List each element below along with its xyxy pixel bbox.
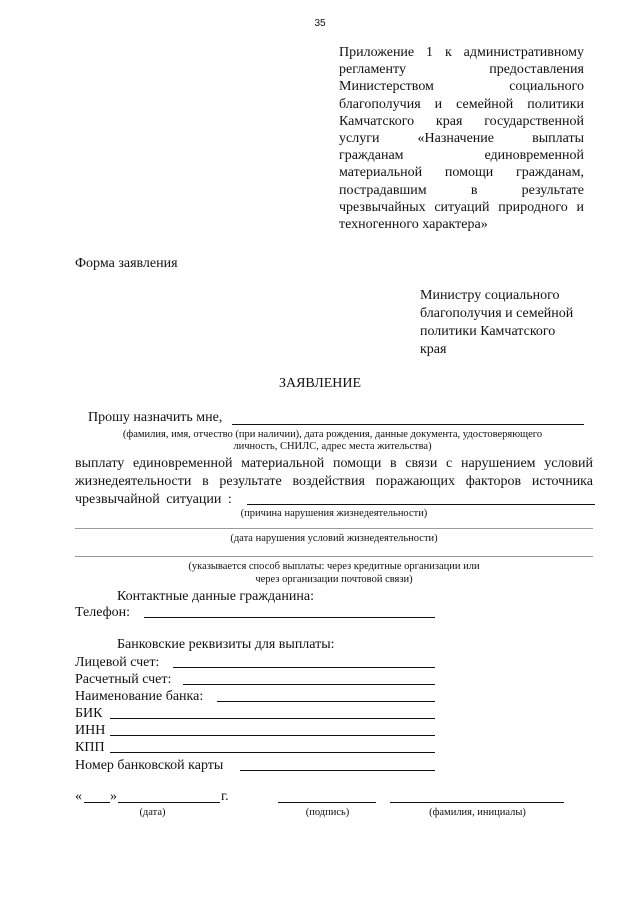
appendix-line: Камчатского края государственной [339,113,584,129]
applicant-details-field[interactable] [232,424,584,425]
settlement-account-label: Расчетный счет: [75,672,172,687]
name-caption: (фамилия, инициалы) [429,807,526,818]
request-intro: Прошу назначить мне, [88,410,223,425]
reason-field[interactable] [247,504,595,505]
addressee [420,287,595,359]
request-body-line: жизнедеятельности в результате воздействия поражающих факторов источника [75,474,593,489]
appendix-line: гражданам единовременной [339,148,584,164]
payment-method-hint: через организации почтовой связи) [255,574,413,585]
signature-caption: (подпись) [305,807,350,818]
contacts-heading: Контактные данные гражданина: [117,589,314,604]
appendix-line: благополучия и семейной политики [339,96,584,112]
card-number-field[interactable] [240,770,435,771]
kpp-field[interactable] [110,752,435,753]
appendix-note [339,44,584,233]
violation-date-hint: (дата нарушения условий жизнедеятельности) [230,533,438,544]
date-day-field[interactable] [84,802,110,803]
phone-label: Телефон: [75,605,131,620]
signature-field[interactable] [278,802,376,803]
personal-account-label: Лицевой счет: [75,655,160,670]
bank-heading: Банковские реквизиты для выплаты: [117,637,335,652]
settlement-account-field[interactable] [183,684,435,685]
year-suffix: г. [221,789,229,804]
payment-method-hint: (указывается способ выплаты: через кредитные организации или [188,561,480,572]
appendix-line: техногенного характера» [339,216,488,232]
personal-account-field[interactable] [173,667,435,668]
appendix-line: регламенту предоставления [339,62,584,78]
appendix-line: чрезвычайных ситуаций природного и [339,199,584,215]
page-number: 35 [314,18,326,29]
addressee-line: политики Камчатского [420,324,556,339]
addressee-line: благополучия и семейной [420,306,574,321]
date-caption: (дата) [139,807,166,818]
document-title: ЗАЯВЛЕНИЕ [278,376,362,391]
bik-field[interactable] [110,718,435,719]
addressee-line: Министру социального [420,288,560,303]
reason-hint: (причина нарушения жизнедеятельности) [240,508,428,519]
inn-label: ИНН [75,723,106,738]
date-month-year-field[interactable] [118,802,220,803]
bik-label: БИК [75,706,103,721]
appendix-line: Приложение 1 к административному [339,45,584,60]
inn-field[interactable] [110,735,435,736]
form-label: Форма заявления [75,256,178,271]
violation-date-field[interactable] [75,528,593,529]
phone-field[interactable] [144,617,435,618]
bank-name-field[interactable] [217,701,435,702]
appendix-line: Министерством социального [339,79,584,95]
date-quote-open: « [75,789,82,804]
applicant-details-hint: (фамилия, имя, отчество (при наличии), дата рождения, данные документа, удостоверяющего [122,429,543,440]
addressee-line: края [420,342,447,357]
applicant-details-hint: личность, СНИЛС, адрес места жительства) [233,441,432,452]
bank-name-label: Наименование банка: [75,689,204,704]
request-body-line: выплату единовременной материальной помощи в связи с нарушением условий [75,456,593,471]
name-initials-field[interactable] [390,802,564,803]
card-number-label: Номер банковской карты [75,758,224,773]
payment-method-field[interactable] [75,556,593,557]
kpp-label: КПП [75,740,105,755]
appendix-line: пострадавшим в результате [339,182,584,198]
appendix-line: материальной помощи гражданам, [339,165,584,181]
date-quote-close: » [110,789,117,804]
appendix-line: услуги «Назначение выплаты [339,130,584,146]
request-body-line: чрезвычайной ситуации : [75,492,232,507]
